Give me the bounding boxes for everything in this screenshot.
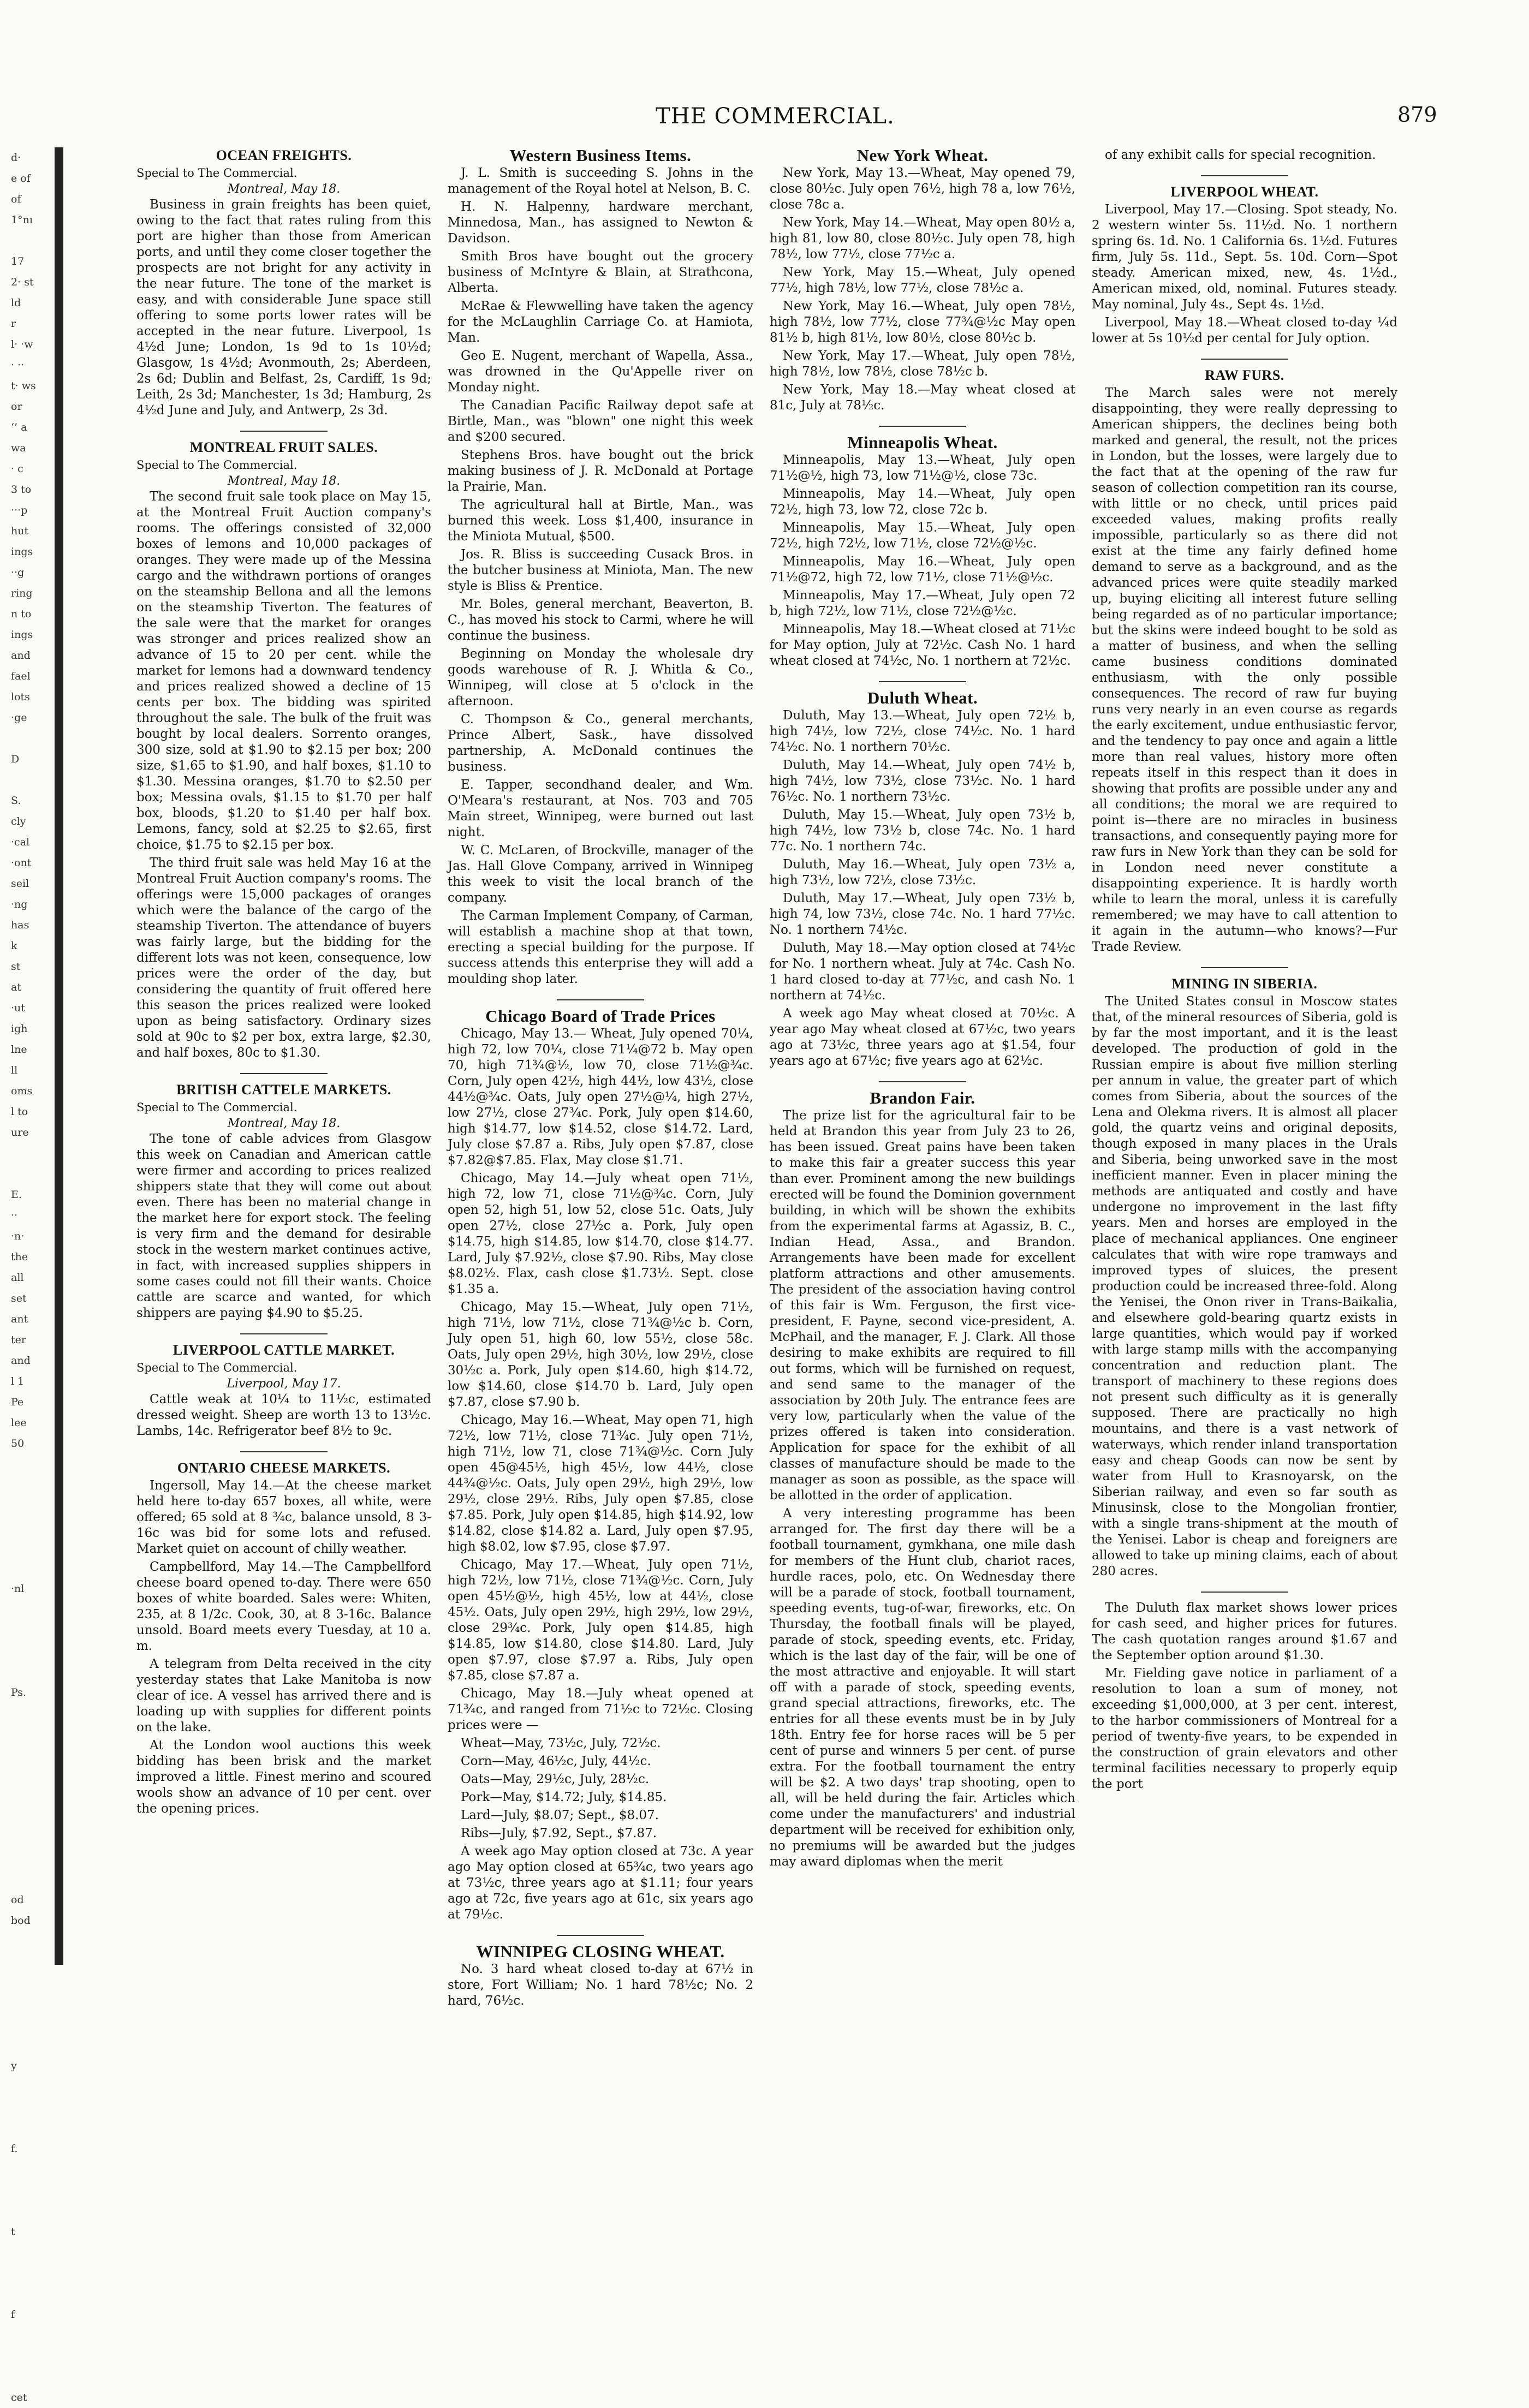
article-headline: Western Business Items. xyxy=(509,146,692,165)
article-headline: ONTARIO CHEESE MARKETS. xyxy=(177,1460,391,1476)
page-number: 879 xyxy=(1397,103,1437,127)
article-chicago-board-of-trade-prices xyxy=(448,1008,753,1923)
article-paragraph: Chicago, May 15.—Wheat, July open 71½, high 71½, low 71½, close 71¾@½c b. Corn, July open 51, high 60, low 55½, close 58c. Oats, July open 29½, high 30½, low 29½, close 30½c a. Pork, July open $14.60, high $14.72, low $14.60, close $14.70 b. Lard, July open $7.87, close $7.90 b. xyxy=(448,1300,753,1409)
masthead: THE COMMERCIAL. xyxy=(656,104,895,129)
article-paragraph: Stephens Bros. have bought out the brick making business of J. R. McDonald at Portage la Prairie, Man. xyxy=(448,448,753,494)
article-montreal-fruit-sales xyxy=(136,439,431,1061)
article-paragraph: Corn—May, 46½c, July, 44½c. xyxy=(461,1754,651,1768)
column-4 xyxy=(1092,147,1397,1976)
section-rule xyxy=(879,426,966,427)
article-paragraph: Jos. R. Bliss is succeeding Cusack Bros. in the butcher business at Miniota, Man. The new style is Bliss & Prentice. xyxy=(448,547,753,593)
section-rule xyxy=(1201,175,1288,176)
special-credit: Special to The Commercial. xyxy=(136,1361,298,1374)
article-paragraph: Liverpool, May 18.—Wheat closed to-day ¼d lower at 5s 10½d per cental for July option. xyxy=(1092,315,1397,345)
article-paragraph: New York, May 18.—May wheat closed at 81c, July at 78½c. xyxy=(770,383,1075,413)
article-headline: BRITISH CATTELE MARKETS. xyxy=(176,1082,391,1098)
article-paragraph: A week ago May wheat closed at 70½c. A year ago May wheat closed at 67½c, two years ago at 73½c, three years ago at $1.54, four years ago at 67½c; five years ago at 62½c. xyxy=(770,1006,1075,1068)
article-paragraph: The Canadian Pacific Railway depot safe at Birtle, Man., was "blown" one night this week and $200 secured. xyxy=(448,398,753,444)
article-paragraph: A telegram from Delta received in the city yesterday states that Lake Manitoba is now clear of ice. A vessel has arrived there and is loading up with supplies for different points on the lake. xyxy=(136,1657,431,1735)
article-mining-in-siberia xyxy=(1092,976,1397,1579)
article-paragraph: Minneapolis, May 18.—Wheat closed at 71½c for May option, July at 72½c. Cash No. 1 hard wheat closed at 74½c, No. 1 northern at 72½c. xyxy=(770,622,1075,668)
article-paragraph: Pork—May, $14.72; July, $14.85. xyxy=(461,1790,667,1804)
article-paragraph: The third fruit sale was held May 16 at the Montreal Fruit Auction company's rooms. The offerings were 15,000 packages of oranges which were the balance of the cargo of the steamship Tiverton. The attendance of buyers was fairly large, but the bidding for the different lots was not keen, consequence, low prices were the order of the day, but considering the quantity of fruit offered here this season the prices realized were looked upon as being satisfactory. Ordinary sizes sold at 90c to $2 per box, extra large, $2.30, and half boxes, 80c to $1.30. xyxy=(136,856,431,1060)
article-headline: OCEAN FREIGHTS. xyxy=(216,147,352,163)
article-headline: New York Wheat. xyxy=(856,146,989,165)
column-1 xyxy=(136,147,431,1976)
article-paragraph: Chicago, May 14.—July wheat open 71½, high 72, low 71, close 71½@¾c. Corn, July open 52, high 51, low 52, close 51c. Oats, July open 27½, close 27½c a. Pork, July open $14.75, high $14.85, low $14.70, close $14.77. Lard, July $7.92½, close $7.90. Ribs, May close $8.02½. Flax, cash close $1.73½. Sept. close $1.35 a. xyxy=(448,1171,753,1296)
article-headline: MINING IN SIBERIA. xyxy=(1171,976,1318,992)
dateline: Liverpool, May 17. xyxy=(227,1377,341,1391)
article-paragraph: Oats—May, 29½c, July, 28½c. xyxy=(461,1772,650,1786)
article-paragraph: No. 3 hard wheat closed to-day at 67½ in store, Fort William; No. 1 hard 78½c; No. 2 hard, 76½c. xyxy=(448,1962,753,2008)
article-british-cattele-markets xyxy=(136,1082,431,1321)
binding-gutter xyxy=(55,147,63,1965)
section-rule xyxy=(557,1935,644,1936)
article-paragraph: Liverpool, May 17.—Closing. Spot steady, No. 2 western winter 5s. 11½d. No. 1 northern spring 6s. 1d. No. 1 California 6s. 1½d. Futures firm, July 5s. 11d., Sept. 5s. 10d. Corn—Spot steady. American mixed, new, 4s. 1½d., American mixed, old, nominal. Futures steady. May nominal, July 4s., Sept 4s. 1½d. xyxy=(1092,202,1397,312)
article-paragraph: Ingersoll, May 14.—At the cheese market held here to-day 657 boxes, all white, were offered; 65 sold at 8 ¾c, balance unsold, 8 3-16c was bid for some lots and refused. Market quiet on account of chilly weather. xyxy=(136,1479,431,1556)
article-paragraph: Wheat—May, 73½c, July, 72½c. xyxy=(461,1736,661,1750)
article-paragraph: Campbellford, May 14.—The Campbellford cheese board opened to-day. There were 650 boxes of white boarded. Sales were: Whiten, 235, at 8 1/2c. Cook, 30, at 8 3-16c. Balance unsold. Board meets every Tuesday, at 10 a. m. xyxy=(136,1560,431,1653)
special-credit: Special to The Commercial. xyxy=(136,1101,298,1114)
dateline: Montreal, May 18. xyxy=(227,182,341,196)
article-paragraph: Duluth, May 15.—Wheat, July open 73½ b, high 74½, low 73½ b, close 74c. No. 1 hard 77c. No. 1 northern 74c. xyxy=(770,808,1075,854)
article-paragraph: H. N. Halpenny, hardware merchant, Minnedosa, Man., has assigned to Newton & Davidson. xyxy=(448,200,753,246)
article-paragraph: New York, May 14.—Wheat, May open 80½ a, high 81, low 80, close 80½c. July open 78, high 78½, low 77½, close 77½c a. xyxy=(770,216,1075,261)
article-winnipeg-closing-wheat xyxy=(448,1944,753,2009)
section-rule xyxy=(1201,1592,1288,1593)
article-paragraph: Minneapolis, May 17.—Wheat, July open 72 b, high 72½, low 71½, close 72½@½c. xyxy=(770,588,1075,618)
article-col4-continued-0 xyxy=(1092,147,1397,163)
section-rule xyxy=(1201,359,1288,360)
article-paragraph: Chicago, May 18.—July wheat opened at 71¾c, and ranged from 71½c to 72½c. Closing prices were — xyxy=(448,1686,753,1732)
section-rule xyxy=(557,999,644,1000)
article-paragraph: C. Thompson & Co., general merchants, Prince Albert, Sask., have dissolved partnership, A. McDonald continues the business. xyxy=(448,712,753,774)
article-paragraph: Minneapolis, May 13.—Wheat, July open 71½@½, high 73, low 71½@½, close 73c. xyxy=(770,453,1075,483)
article-western-business-items xyxy=(448,147,753,987)
article-headline: LIVERPOOL CATTLE MARKET. xyxy=(172,1342,395,1358)
article-headline: Duluth Wheat. xyxy=(867,688,978,707)
article-headline: LIVERPOOL WHEAT. xyxy=(1170,184,1319,200)
section-rule xyxy=(240,431,328,432)
article-paragraph: Minneapolis, May 15.—Wheat, July open 72½, high 72½, low 71½, close 72½@½c. xyxy=(770,521,1075,551)
section-rule xyxy=(879,681,966,682)
article-paragraph: Minneapolis, May 14.—Wheat, July open 72½, high 73, low 72, close 72c b. xyxy=(770,487,1075,517)
article-liverpool-cattle-market xyxy=(136,1342,431,1439)
article-paragraph: Mr. Fielding gave notice in parliament of a resolution to loan a sum of money, not exceeding $1,000,000, at 3 per cent. interest, to the harbor commissioners of Montreal for a period of twenty-five years, to be expended in the construction of grain elevators and other terminal facilities necessary to properly equip the port xyxy=(1092,1666,1397,1791)
article-paragraph: Ribs—July, $7.92, Sept., $7.87. xyxy=(461,1826,657,1840)
article-paragraph: McRae & Flewwelling have taken the agency for the McLaughlin Carriage Co. at Hamiota, Man. xyxy=(448,299,753,345)
article-paragraph: J. L. Smith is succeeding S. Johns in the management of the Royal hotel at Nelson, B. C. xyxy=(448,166,753,196)
article-headline: Minneapolis Wheat. xyxy=(847,433,998,452)
article-paragraph: Chicago, May 13.— Wheat, July opened 70¼, high 72, low 70¼, close 71¼@72 b. May open 70, high 71¾@½, low 70, close 71½@¾c. Corn, July open 42½, high 44½, low 43½, close 44½@¾c. Oats, July open 27½@¼, high 27½, low 27½, close 27¾c. Pork, July open $14.60, high $14.77, low $14.52, close $14.72. Lard, July close $7.87 a. Ribs, July open $7.87, close $7.82@$7.85. Flax, May close $1.71. xyxy=(448,1027,753,1167)
article-paragraph: New York, May 13.—Wheat, May opened 79, close 80½c. July open 76½, high 78 a, low 76½, close 78c a. xyxy=(770,166,1075,212)
column-3 xyxy=(770,147,1075,1976)
article-ontario-cheese-markets xyxy=(136,1460,431,1817)
article-new-york-wheat xyxy=(770,147,1075,414)
section-rule xyxy=(240,1451,328,1452)
article-col4-continued-4 xyxy=(1092,1600,1397,1792)
article-paragraph: The prize list for the agricultural fair to be held at Brandon this year from July 23 to 26, has been issued. Great pains have been taken to make this fair a greater success this year than ever. Prominent among the new buildings erected will be found the Dominion government building, in which will be shown the exhibits from the experimental farms at Agassiz, B. C., Indian Head, Assa., and Brandon. Arrangements have been made for excellent platform attractions and other amusements. The president of the association having control of this fair is Wm. Ferguson, the first vice-president, F. Payne, second vice-president, A. McPhail, and the manager, F. J. Clark. All those desiring to make exhibits are required to fill out forms, which will be furnished on request, and send same to the manager of the association by 20th July. The entrance fees are very low, particularly when the value of the prizes offered is taken into consideration. Application for space for the exhibit of all classes of manufacture should be made to the manager as soon as possible, as the space will be allotted in the order of application. xyxy=(770,1108,1075,1503)
section-rule xyxy=(240,1333,328,1334)
section-rule xyxy=(1201,967,1288,968)
article-paragraph: At the London wool auctions this week bidding has been brisk and the market improved a little. Finest merino and scoured wools show an advance of 10 per cent. over the opening prices. xyxy=(136,1738,431,1816)
article-paragraph: Beginning on Monday the wholesale dry goods warehouse of R. J. Whitla & Co., Winnipeg, will close at 5 o'clock in the afternoon. xyxy=(448,647,753,708)
article-headline: WINNIPEG CLOSING WHEAT. xyxy=(476,1942,725,1961)
article-paragraph: Cattle weak at 10¼ to 11½c, estimated dressed weight. Sheep are worth 13 to 13½c. Lambs, 14c. Refrigerator beef 8½ to 9c. xyxy=(136,1392,431,1438)
article-duluth-wheat xyxy=(770,690,1075,1069)
article-paragraph: New York, May 17.—Wheat, July open 78½, high 78½, low 78½, close 78½c b. xyxy=(770,349,1075,379)
article-paragraph: Business in grain freights has been quiet, owing to the fact that rates ruling from this port are higher than those from American ports, and until they come closer together the prospects are not bright for any activity in the near future. The tone of the market is easy, and with considerable June space still offering to some ports lower rates will be accepted in the near future. Liverpool, 1s 4½d June; London, 1s 9d to 1s 10½d; Glasgow, 1s 4½d; Avonmouth, 2s; Aberdeen, 2s 6d; Dublin and Belfast, 2s, Cardiff, 1s 9d; Leith, 2s 3d; Manchester, 1s 3d; Hamburg, 2s 4½d June and July, and Antwerp, 2s 3d. xyxy=(136,198,431,418)
special-credit: Special to The Commercial. xyxy=(136,458,298,472)
section-rule xyxy=(879,1081,966,1082)
special-credit: Special to The Commercial. xyxy=(136,166,298,180)
article-paragraph: New York, May 15.—Wheat, July opened 77½, high 78½, low 77½, close 78½c a. xyxy=(770,265,1075,295)
article-paragraph: Geo E. Nugent, merchant of Wapella, Assa., was drowned in the Qu'Appelle river on Monday night. xyxy=(448,349,753,395)
article-headline: MONTREAL FRUIT SALES. xyxy=(189,439,378,455)
article-headline: Brandon Fair. xyxy=(870,1088,975,1107)
article-paragraph: W. C. McLaren, of Brockville, manager of the Jas. Hall Glove Company, arrived in Winnipeg this week to visit the local branch of the company. xyxy=(448,843,753,905)
article-paragraph: Minneapolis, May 16.—Wheat, July open 71½@72, high 72, low 71½, close 71½@½c. xyxy=(770,555,1075,585)
article-paragraph: The Carman Implement Company, of Carman, will establish a machine shop at that town, erecting a special building for the purpose. If success attends this enterprise they will add a moulding shop later. xyxy=(448,909,753,986)
article-paragraph: A very interesting programme has been arranged for. The first day there will be a football tournament, gymkhana, one mile dash for members of the Hunt club, chariot races, hurdle races, polo, etc. On Wednesday there will be a parade of stock, football tournament, speeding events, tug-of-war, fireworks, etc. On Thursday, the football finals will be played, parade of stock, speeding events, etc. Friday, which is the last day of the fair, will be one of the most attractive and enjoyable. It will start off with a parade of stock, speeding events, grand special attractions, fireworks, etc. The entries for all these events must be in by July 18th. Entry fee for horse races will be 5 per cent of purse and winners 5 per cent. of purse extra. For the football tournament the entry will be $2. A two days' trap shooting, open to all, will be held during the fair. Articles which come under the manufacturers' and industrial department will be received for exhibition only, no premiums will be awarded but the judges may award diplomas when the merit xyxy=(770,1506,1075,1869)
article-paragraph: New York, May 16.—Wheat, July open 78½, high 78½, low 77½, close 77¾@½c May open 81½ b, high 81½, low 80½, close 80½c b. xyxy=(770,299,1075,345)
article-paragraph: E. Tapper, secondhand dealer, and Wm. O'Meara's restaurant, at Nos. 703 and 705 Main street, Winnipeg, were burned out last night. xyxy=(448,778,753,839)
article-headline: Chicago Board of Trade Prices xyxy=(485,1006,716,1026)
article-paragraph: The tone of cable advices from Glasgow this week on Canadian and American cattle were firmer and according to prices realized shippers state that they will come out about even. There has been no material change in the market here for export stock. The feeling is very firm and the demand for desirable stock in the western market continues active, in fact, with increased supplies shippers in some cases could not fill their wants. Choice cattle are scarce and wanted, for which shippers are paying $4.90 to $5.25. xyxy=(136,1132,431,1320)
article-paragraph: Chicago, May 17.—Wheat, July open 71½, high 72½, low 71½, close 71¾@½c. Corn, July open 45½@½, high 45½, low at 44½, close 45½. Oats, July open 29½, high 29½, low 29½, close 29¾c. Pork, July open $14.85, high $14.85, low $14.80, close $14.80. Lard, July open $7.97, close $7.97 a. Ribs, July open $7.85, close $7.87 a. xyxy=(448,1558,753,1683)
article-paragraph: The second fruit sale took place on May 15, at the Montreal Fruit Auction company's rooms. The offerings consisted of 32,000 boxes of lemons and 10,000 packages of oranges. They were made up of the Messina cargo and the withdrawn portions of oranges on the steamship Bellona and all the lemons on the steamship Tiverton. The features of the sale were that the market for oranges was stronger and prices realized show an advance of 15 to 20 per cent. while the market for lemons had a downward tendency and prices realized showed a decline of 15 cents per box. The bidding was spirited throughout the sale. The bulk of the fruit was bought by local dealers. Sorrento oranges, 300 size, sold at $1.90 to $2.15 per box; 200 size, $1.65 to $1.90, and half boxes, $1.10 to $1.30. Messina oranges, $1.70 to $2.50 per box; Messina ovals, $1.15 to $1.70 per half box, bloods, $1.20 to $1.40 per half box. Lemons, fancy, sold at $2.25 to $2.65, first choice, $1.75 to $2.15 per box. xyxy=(136,490,431,852)
left-margin-fragments: d· e of of 1°nı 17 2· st ld r l· ·w · ·· t· ws or ‘’ a wa · c 3 to ···p hut ings ··g ring n to ings and fael lots ·ge D S. cly ·cal ·ont seil ·ng has k st at ·ut igh lne ll oms l to ure E. ·· ·n· the all set ant ter and l 1 Pe lee 50 ·nl Ps. od bod y f. t f cet xyxy=(11,152,36,2404)
article-ocean-freights xyxy=(136,147,431,419)
article-raw-furs xyxy=(1092,367,1397,955)
article-paragraph: Duluth, May 14.—Wheat, July open 74½ b, high 74½, low 73½, close 73½c. No. 1 hard 76½c. No. 1 northern 73½c. xyxy=(770,758,1075,804)
article-paragraph: Duluth, May 18.—May option closed at 74½c for No. 1 northern wheat. July at 74c. Cash No. 1 hard closed to-day at 77½c, and cash No. 1 northern at 74½c. xyxy=(770,941,1075,1003)
article-paragraph: Chicago, May 16.—Wheat, May open 71, high 72½, low 71½, close 71¾c. July open 71½, high 71½, low 71, close 71¾@½c. Corn July open 45@45½, high 45½, low 44½, close 44¾@½c. Oats, July open 29½, high 29½, low 29½, close 29½. Ribs, July open $7.85, close $7.85. Pork, July open $14.85, high $14.92, low $14.82, close $14.82 a. Lard, July open $7.95, high $8.02, low $7.95, close $7.97. xyxy=(448,1413,753,1554)
article-paragraph: The Duluth flax market shows lower prices for cash seed, and higher prices for futures. The cash quotation ranges around $1.67 and the September option around $1.30. xyxy=(1092,1601,1397,1662)
article-paragraph: The agricultural hall at Birtle, Man., was burned this week. Loss $1,400, insurance in the Miniota Mutual, $500. xyxy=(448,498,753,544)
dateline: Montreal, May 18. xyxy=(227,1117,341,1130)
article-paragraph: Duluth, May 16.—Wheat, July open 73½ a, high 73½, low 72½, close 73½c. xyxy=(770,857,1075,887)
article-paragraph: Duluth, May 17.—Wheat, July open 73½ b, high 74, low 73½, close 74c. No. 1 hard 77½c. No. 1 northern 74½c. xyxy=(770,891,1075,937)
article-paragraph: Lard—July, $8.07; Sept., $8.07. xyxy=(461,1808,659,1822)
article-paragraph: The United States consul in Moscow states that, of the mineral resources of Siberia, gold is by far the most important, and it is the least developed. The production of gold in the Russian empire is about five million sterling per annum in value, the greater part of which comes from Siberia, about the sources of the Lena and Olekma rivers. It is almost all placer gold, the quartz veins and original deposits, though exposed in many places in the Urals and Siberia, being unworked save in the most inefficient manner. Even in placer mining the methods are antiquated and costly and have undergone no improvement in the last fifty years. Men and horses are employed in the place of mechanical appliances. One engineer calculates that with wire rope tramways and improved types of sluices, the present production could be increased three-fold. Along the Yenisei, the Onon river in Trans-Baikalia, and elsewhere gold-bearing quartz exists in large quantities, which would pay if worked with large stamp mills with the accompanying concentration and reduction plant. The transport of machinery to these regions does not present such difficulty as it is generally supposed. There are practically no high mountains, and there is a vast network of waterways, which render inland transportation easy and cheap Goods can now be sent by water from Hull to Krasnoyarsk, on the Siberian railway, and even so far south as Minusinsk, close to the Mongolian frontier, with a single trans-shipment at the mouth of the Yenisei. Labor is cheap and foreigners are allowed to take up mining claims, each of about 280 acres. xyxy=(1092,994,1397,1578)
article-headline: RAW FURS. xyxy=(1205,367,1284,383)
article-paragraph: of any exhibit calls for special recognition. xyxy=(1105,148,1376,162)
article-paragraph: Duluth, May 13.—Wheat, July open 72½ b, high 74½, low 72½, close 74½c. No. 1 hard 74½c. No. 1 northern 70½c. xyxy=(770,708,1075,754)
article-paragraph: The March sales were not merely disappointing, they were really depressing to American shippers, the declines being both marked and general, the result, not the prices in London, but the losses, were largely due to the fact that at the opening of the raw fur season of collection competition ran its course, with little or no check, until prices paid exceeded values, making profits really impossible, particularly so as there did not exist at the time any fairly defined home demand to serve as a background, and as the advanced prices were quite steadily marked up, buying eliciting all interest future selling being regarded as of no particular importance; but the skins were indeed bought to be sold as a matter of business, and when the selling came business conditions dominated enthusiasm, with the only possible consequences. The record of raw fur buying runs very nearly in an even course as regards the early excitement, undue enthusiastic fervor, and the tendency to pay once and again a little more than real values, history more often repeats itself in this respect than it does in showing that profits are possible under any and all conditions; the moral we are required to point is—there are no miracles in business transactions, and consequently paying more for raw furs in New York than they can be sold for in London need never constitute a disappointing experience. It is hardly worth while to learn the moral, unless it is carefully remembered; we may have to call attention to it again in the autumn—who knows?—Fur Trade Review. xyxy=(1092,386,1397,954)
section-rule xyxy=(240,1073,328,1074)
article-paragraph: Smith Bros have bought out the grocery business of McIntyre & Blain, at Strathcona, Alberta. xyxy=(448,249,753,295)
article-brandon-fair xyxy=(770,1090,1075,1870)
article-paragraph: Mr. Boles, general merchant, Beaverton, B. C., has moved his stock to Carmi, where he will continue the business. xyxy=(448,597,753,643)
article-paragraph: A week ago May option closed at 73c. A year ago May option closed at 65¾c, two years ago at 73½c, three years ago at $1.11; four years ago at 72c, five years ago at 61c, six years ago at 79½c. xyxy=(448,1844,753,1922)
dateline: Montreal, May 18. xyxy=(227,474,341,488)
column-2 xyxy=(448,146,753,2008)
article-liverpool-wheat xyxy=(1092,184,1397,347)
article-minneapolis-wheat xyxy=(770,434,1075,669)
